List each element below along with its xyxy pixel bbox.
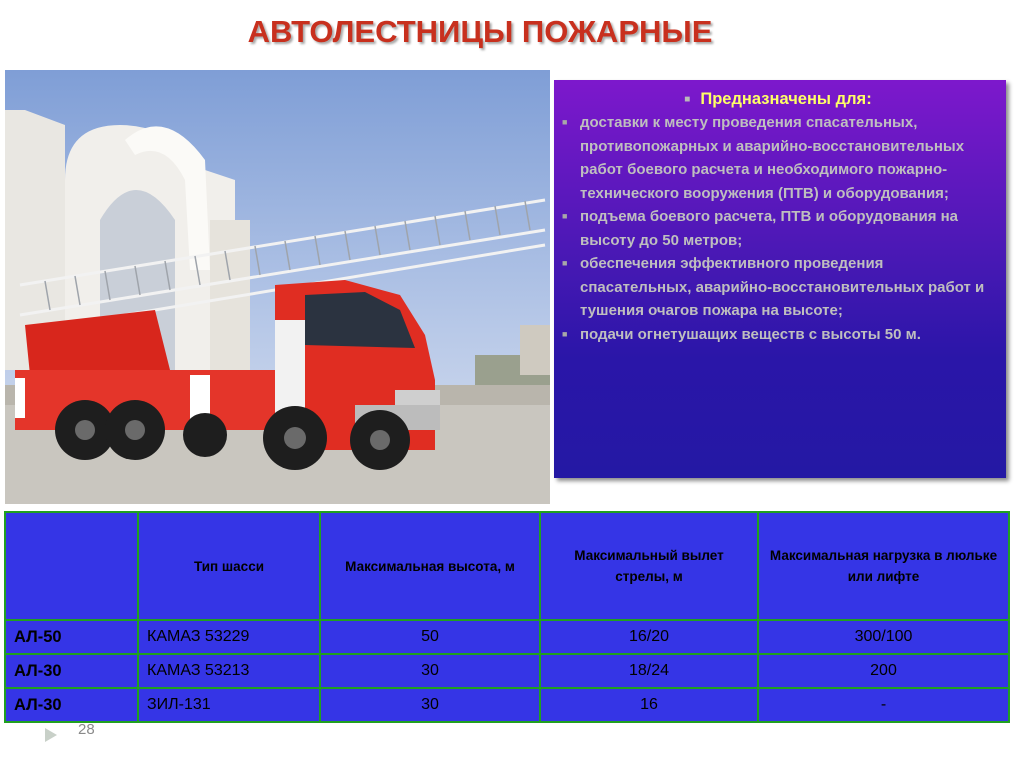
purpose-item-text: обеспечения эффективного проведения спасательных, аварийно-восстановительных работ и тушения очагов пожара на высоте; <box>580 255 985 319</box>
purpose-item <box>562 111 994 205</box>
table-cell-load: 200 <box>758 654 1009 688</box>
purpose-heading <box>562 90 994 109</box>
table-row <box>5 620 1009 654</box>
bullet-icon: ■ <box>562 117 568 127</box>
table-row <box>5 688 1009 722</box>
table-cell-reach: 16 <box>540 688 758 722</box>
purpose-item <box>562 323 994 347</box>
table-cell-load: - <box>758 688 1009 722</box>
table-cell-chassis: ЗИЛ-131 <box>138 688 320 722</box>
table-header-max-height: Максимальная высота, м <box>320 512 540 620</box>
table-cell-model: АЛ-30 <box>5 654 138 688</box>
bullet-icon: ■ <box>684 94 691 106</box>
table-header-boom-reach: Максимальный вылет стрелы, м <box>540 512 758 620</box>
purpose-item <box>562 252 994 323</box>
table-cell-chassis: КАМАЗ 53229 <box>138 620 320 654</box>
table-header-empty <box>5 512 138 620</box>
play-arrow-icon[interactable] <box>44 727 58 743</box>
table-cell-chassis: КАМАЗ 53213 <box>138 654 320 688</box>
slide-title: АВТОЛЕСТНИЦЫ ПОЖАРНЫЕ <box>247 14 713 49</box>
table-cell-height: 50 <box>320 620 540 654</box>
bullet-icon: ■ <box>562 328 568 339</box>
specs-table <box>4 511 1010 723</box>
table-cell-load: 300/100 <box>758 620 1009 654</box>
purpose-heading-text: Предназначены для: <box>700 90 872 108</box>
purpose-box <box>554 80 1006 478</box>
purpose-item-text: подъема боевого расчета, ПТВ и оборудования на высоту до 50 метров; <box>580 208 959 249</box>
table-header-chassis: Тип шасси <box>138 512 320 620</box>
purpose-item <box>562 205 994 252</box>
table-cell-reach: 16/20 <box>540 620 758 654</box>
bullet-icon: ■ <box>562 258 568 268</box>
table-header-row <box>5 512 1009 620</box>
purpose-item-text: доставки к месту проведения спасательных, противопожарных и аварийно-восстановительных работ боевого расчета и необходимого пожарно-технического вооружения (ПТВ) и оборудования; <box>580 114 965 202</box>
bullet-icon: ■ <box>562 211 568 221</box>
table-row <box>5 654 1009 688</box>
purpose-item-text: подачи огнетушащих веществ с высоты 50 м. <box>580 325 921 343</box>
table-cell-height: 30 <box>320 688 540 722</box>
fire-truck-photo <box>5 70 550 504</box>
table-cell-model: АЛ-30 <box>5 688 138 722</box>
table-cell-height: 30 <box>320 654 540 688</box>
table-header-max-load: Максимальная нагрузка в люльке или лифте <box>758 512 1009 620</box>
table-cell-model: АЛ-50 <box>5 620 138 654</box>
table-cell-reach: 18/24 <box>540 654 758 688</box>
slide-number: 28 <box>78 721 95 738</box>
